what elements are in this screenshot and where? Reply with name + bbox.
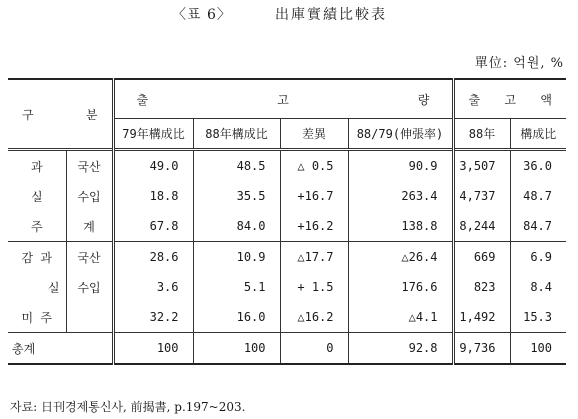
cell: 138.8	[348, 211, 453, 242]
source-note: 자료: 日刊경제통신사, 前揭書, p.197~203.	[10, 400, 246, 414]
sub-label: 계	[66, 211, 113, 242]
cell: +16.7	[280, 181, 348, 211]
cell: 32.2	[113, 302, 193, 333]
group-label: 실	[47, 280, 60, 295]
cell: △17.7	[280, 242, 348, 273]
cell: 15.3	[510, 302, 566, 333]
cell: 1,492	[453, 302, 510, 333]
col-header-79: 79年構成比	[113, 119, 193, 150]
cell: 5.1	[193, 272, 280, 302]
cell: △ 0.5	[280, 150, 348, 182]
col-header-growth: 88/79(伸張率)	[348, 119, 453, 150]
cell: 18.8	[113, 181, 193, 211]
cell: 9,736	[453, 333, 510, 365]
cell: 176.6	[348, 272, 453, 302]
cell: 0	[280, 333, 348, 365]
sub-label	[66, 302, 113, 333]
group-label: 감 과	[21, 250, 52, 265]
cell: △16.2	[280, 302, 348, 333]
cell: 100	[113, 333, 193, 365]
cell: 35.5	[193, 181, 280, 211]
cell: 100	[510, 333, 566, 365]
col-header-diff: 差異	[280, 119, 348, 150]
sub-label: 국산	[66, 150, 113, 182]
cell: + 1.5	[280, 272, 348, 302]
category-header: 구 분	[8, 79, 113, 150]
col-header-share: 構成比	[510, 119, 566, 150]
cell: 84.0	[193, 211, 280, 242]
table-row	[8, 302, 566, 333]
group-label: 주	[30, 219, 43, 234]
sub-label: 수입	[66, 181, 113, 211]
cell: 4,737	[453, 181, 510, 211]
cell: 8.4	[510, 272, 566, 302]
shipment-comparison-table	[8, 78, 566, 365]
cell: 823	[453, 272, 510, 302]
table-row	[8, 181, 566, 211]
cell: △26.4	[348, 242, 453, 273]
total-label: 총계	[12, 341, 36, 356]
cell: 10.9	[193, 242, 280, 273]
cell: 3,507	[453, 150, 510, 182]
table-row	[8, 242, 566, 273]
cell: +16.2	[280, 211, 348, 242]
table-row	[8, 150, 566, 182]
sub-label: 수입	[66, 272, 113, 302]
table-row	[8, 211, 566, 242]
cell: 100	[193, 333, 280, 365]
cell: 8,244	[453, 211, 510, 242]
group-label: 과	[30, 159, 43, 174]
cell: 48.5	[193, 150, 280, 182]
shipment-quantity-header: 출 고 량	[113, 79, 453, 119]
group-label: 미 주	[21, 310, 52, 325]
total-row	[8, 333, 566, 365]
cell: 28.6	[113, 242, 193, 273]
header-row-top	[8, 79, 566, 119]
col-header-88: 88年構成比	[193, 119, 280, 150]
cell: 36.0	[510, 150, 566, 182]
sub-label: 국산	[66, 242, 113, 273]
cell: 263.4	[348, 181, 453, 211]
cell: 84.7	[510, 211, 566, 242]
cell: 49.0	[113, 150, 193, 182]
cell: 16.0	[193, 302, 280, 333]
col-header-88-value: 88年	[453, 119, 510, 150]
table-row	[8, 272, 566, 302]
shipment-value-header: 출 고 액	[453, 79, 566, 119]
cell: 90.9	[348, 150, 453, 182]
cell: 48.7	[510, 181, 566, 211]
cell: 3.6	[113, 272, 193, 302]
cell: 92.8	[348, 333, 453, 365]
cell: 6.9	[510, 242, 566, 273]
table-name: 出庫實績比較表	[275, 7, 387, 23]
group-label: 실	[30, 189, 43, 204]
cell: △4.1	[348, 302, 453, 333]
cell: 67.8	[113, 211, 193, 242]
unit-label: 單位: 억원, %	[474, 56, 564, 71]
table-number: 〈표 6〉	[172, 7, 232, 23]
cell: 669	[453, 242, 510, 273]
